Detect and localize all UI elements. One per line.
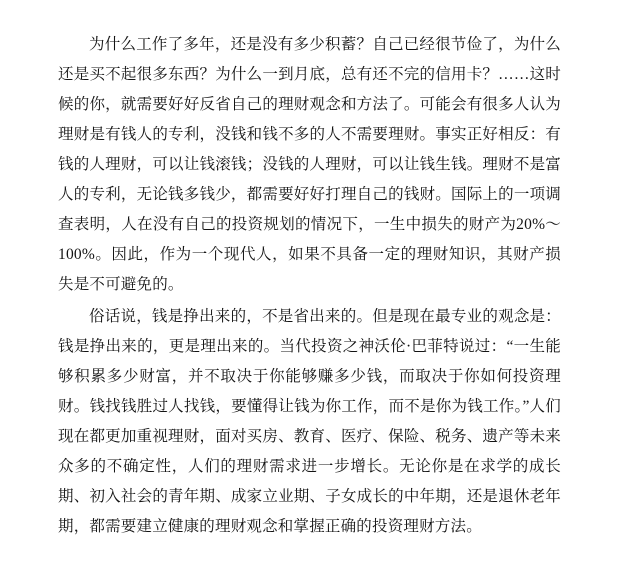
paragraph-1: 为什么工作了多年，还是没有多少积蓄？自己已经很节俭了，为什么还是买不起很多东西？为什么一到月底，总有还不完的信用卡？……这时候的你，就需要好好反省自己的理财观念和方法了。可能会有很多人认为理财是有钱人的专利，没钱和钱不多的人不需要理财。事实正好相反：有钱的人理财，可以让钱滚钱；没钱的人理财，可以让钱生钱。理财不是富人的专利，无论钱多钱少，都需要好好打理自己的钱财。国际上的一项调查表明，人在没有自己的投资规划的情况下，一生中损失的财产为20%～100%。因此，作为一个现代人，如果不具备一定的理财知识，其财产损失是不可避免的。 [58,36,561,293]
document-body [58,30,561,542]
paragraph-2: 俗话说，钱是挣出来的，不是省出来的。但是现在最专业的观念是：钱是挣出来的，更是理出来的。当代投资之神沃伦·巴菲特说过：“一生能够积累多少财富，并不取决于你能够赚多少钱，而取决于你如何投资理财。钱找钱胜过人找钱，要懂得让钱为你工作，而不是你为钱工作。”人们现在都更加重视理财，面对买房、教育、医疗、保险、税务、遗产等未来众多的不确定性，人们的理财需求进一步增长。无论你是在求学的成长期、初入社会的青年期、成家立业期、子女成长的中年期，还是退休老年期，都需要建立健康的理财观念和掌握正确的投资理财方法。 [58,308,561,535]
